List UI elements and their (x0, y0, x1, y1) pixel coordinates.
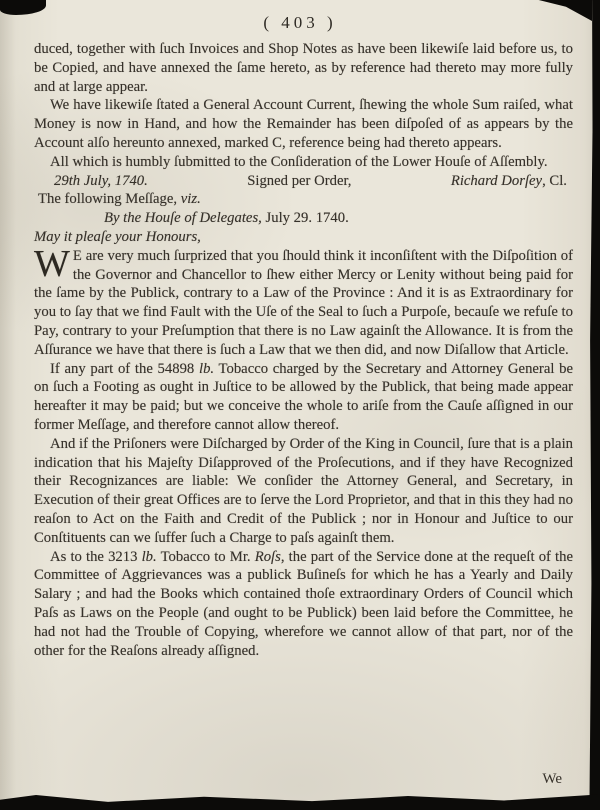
dateline (34, 209, 573, 228)
paragraph-we-surprized (34, 242, 573, 360)
paragraph-continuation: duced, together with ſuch Invoices and Shop Notes as have been likewiſe laid before us, to be Copied, and have annexed the ſame hereto, as by reference had thereto may more fully and at large appear. (34, 41, 573, 95)
message-intro (34, 190, 573, 209)
signature-name: Richard Dorſey (450, 172, 543, 189)
paragraph-54898-tobacco (34, 360, 573, 435)
catchword: We (542, 771, 562, 787)
p5-part-a: If any part of the 54898 (50, 360, 199, 377)
p7-lb-abbrev: lb. (141, 548, 157, 565)
dateline-house: By the Houſe of Delegates, (104, 210, 262, 227)
dateline-date: July 29. 1740. (261, 210, 349, 227)
scan-edge-right (589, 0, 600, 810)
message-intro-text: The following Meſſage, (38, 191, 181, 208)
signed-per-order-label: Signed per Order, (247, 172, 352, 189)
paragraph-we-surprized-text: E are very much ſurprized that you ſhould think it inconſiſtent with the Diſpoſition of the Governor and Chancellor to ſhew either Mercy or Lenity without being paid for the ſame by the Publick, contrary to a Law of the Province : And it is as Extraordinary for you to ſay that we find Fault with the Uſe of the Seal to ſuch a Purpoſe, becauſe we refuſe to Pay, contrary to your Preſumption that there is no Law againſt the Allowance. It is from the Aſſurance we have that there is ſuch a Law that we then did, and now Diſallow that Article. (34, 247, 573, 358)
page-number-header: ( 403 ) (263, 13, 337, 32)
p7-part-c: Tobacco to Mr. (156, 548, 255, 565)
paragraph-account-current: We have likewiſe ſtated a General Account Current, ſhewing the whole Sum raiſed, what Money is now in Hand, and how the Remainder has been diſpoſed of as appears by the Account alſo hereunto annexed, marked C, reference being had thereto appears. (34, 97, 573, 151)
signature-name-group (451, 172, 567, 191)
paragraph-submission: All which is humbly ſubmitted to the Conſideration of the Lower Houſe of Aſſembly. (50, 153, 548, 170)
salutation: May it pleaſe your Honours, (34, 228, 201, 245)
p5-lb-abbrev: lb. (198, 360, 215, 377)
signature-suffix: , Cl. (542, 172, 567, 189)
dropcap-w: W (34, 242, 70, 285)
p7-ross-name: Roſs (254, 548, 281, 565)
paragraph-3213-tobacco (34, 548, 573, 661)
paragraph-prisoners: And if the Priſoners were Diſcharged by Order of the King in Council, ſure that is a plain indication that his Majeſty Diſapproved of the Proſecutions, and if they have Recognized their Recognizances are liable: We conſider the Attorney General, and Secretary, in Execution of their great Offices are to ſerve the Lord Proprietor, and that in this they had no reaſon to Act on the Faith and Credit of the Publick ; nor in Honour and Juſtice to our Conſtituents can we ſuffer ſuch a Charge to paſs againſt them. (34, 435, 573, 546)
page-text (34, 40, 573, 660)
p7-part-a: As to the 3213 (50, 548, 142, 565)
p7-part-e: , the part of the Service done at the requeſt of the Committee of Aggrievances was a publick Buſineſs for which he has a Yearly and Daily Salary ; and had the Books which contained thoſe extraordinary Orders of Council which Paſs as Laws on the People (and ought to be Publick) been laid before the Committee, he had not had the Trouble of Copying, wherefore we cannot allow of that part, nor of the other for the Reaſons already aſſigned. (34, 548, 573, 659)
signature-date: 29th July, 1740. (54, 172, 148, 189)
message-intro-viz: viz. (180, 191, 201, 208)
scan-edge-bottom (0, 793, 600, 810)
signature-line (34, 172, 573, 191)
p5-part-c: Tobacco charged by the Secretary and Attorney General be on ſuch a Footing as ought in Juſtice to be allowed by the Publick, that being made appear hereafter it may be paid; but we conceive the whole to ariſe from the Cauſe aſſigned in our former Meſſage, and therefore cannot allow thereof. (34, 360, 573, 433)
